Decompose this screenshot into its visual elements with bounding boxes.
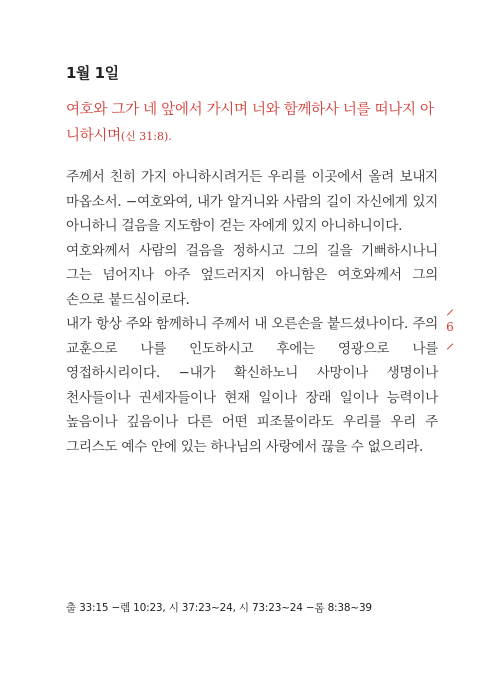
page-marker-top-slash [447,309,453,315]
page-number-marker [443,308,457,352]
body-paragraph-2: 여호와께서 사람의 걸음을 정하시고 그의 길을 기뻐하시나니 그는 넘어지나 아주 엎드러지지 아니함은 여호와께서 그의 손으로 붙드심이로다. [66,242,438,308]
page-number: 6 [446,320,454,334]
body-paragraph-3: 내가 항상 주와 함께하니 주께서 내 오른손을 붙드셨나이다. 주의 교훈으로 나를 인도하시고 후에는 영광으로 나를 영접하시리이다. −내가 확신하노니 사망이나 생명이나 천사들이나 권세자들이나 현재 일이나 장래 일이나 능력이나 높음이나 깊음이나 다른 어떤 피조물이라도 우리를 우리 주 그리스도 예수 안에 있는 하나님의 사랑에서 끊을 수 없으리라. [66,316,438,455]
date-heading: 1월 1일 [66,64,119,82]
key-verse-text: 여호와 그가 네 앞에서 가시며 너와 함께하사 너를 떠나지 아니하시며 [66,102,434,144]
page-marker-bottom-slash [447,343,453,349]
body-paragraph-1: 주께서 친히 가지 아니하시려거든 우리를 이곳에서 올려 보내지 마옵소서. −여호와여, 내가 알거니와 사람의 길이 자신에게 있지 아니하니 걸음을 지도함이 걷는 자에게 있지 아니하니이다. [66,169,438,234]
devotional-body [66,165,438,459]
scripture-references-footer: 출 33:15 −렘 10:23, 시 37:23~24, 시 73:23~24 −롬 8:38~39 [66,602,372,614]
key-verse [66,97,438,150]
key-verse-reference: (신 31:8). [120,130,172,143]
